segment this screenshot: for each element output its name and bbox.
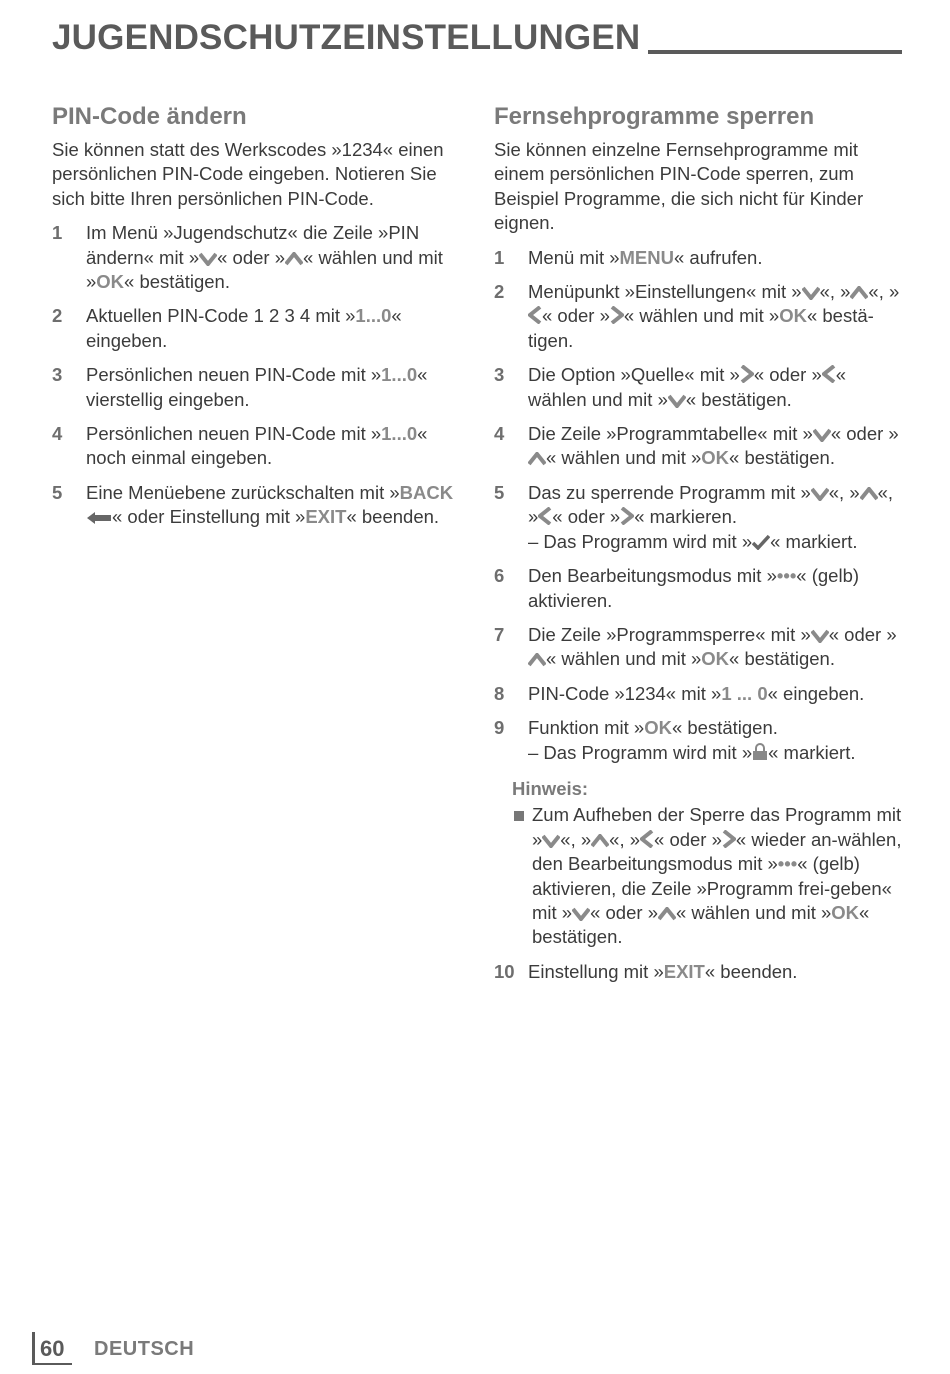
intro-text-pin: Sie können statt des Werkscodes »1234« einen persönlichen PIN-Code eingeben. Notieren Sie sich bitte Ihren persönlichen PIN-Code. xyxy=(52,139,444,209)
right-column xyxy=(494,102,906,994)
list-item: 7 Die Zeile »Programmsperre« mit » « oder »« wählen und mit »OK« bestätigen. xyxy=(494,623,897,670)
checkmark-icon xyxy=(752,534,770,550)
page-title: JUGENDSCHUTZEINSTELLUNGEN xyxy=(52,18,641,57)
list-item: 10 Einstellung mit »EXIT« beenden. xyxy=(494,960,906,984)
chevron-down-icon xyxy=(813,428,831,442)
chevron-down-icon xyxy=(802,286,820,300)
chevron-down-icon xyxy=(572,907,590,921)
step-number: 4 xyxy=(52,423,63,445)
steps-lock xyxy=(494,246,906,765)
chevron-right-icon xyxy=(722,830,736,848)
note-heading: Hinweis: xyxy=(512,777,589,799)
step-number: 3 xyxy=(494,364,505,386)
chevron-left-icon xyxy=(640,830,654,848)
chevron-up-icon xyxy=(850,286,868,300)
list-item: 3 Persönlichen neuen PIN-Code mit »1...0« vierstellig eingeben. xyxy=(52,364,428,410)
note-box xyxy=(512,777,906,950)
list-item: 2 Menüpunkt »Einstellungen« mit » «, » «, »« oder » « wählen und mit »OK« bestä-tigen. xyxy=(494,281,900,351)
chevron-down-icon xyxy=(811,487,829,501)
step-number: 8 xyxy=(494,682,505,704)
chevron-up-icon xyxy=(285,252,303,266)
yellow-button-dots: ••• xyxy=(776,565,797,587)
step-number: 2 xyxy=(52,305,63,327)
list-item: 2 Aktuellen PIN-Code 1 2 3 4 mit »1...0« eingeben. xyxy=(52,305,402,351)
title-row xyxy=(52,18,902,66)
step-number: 9 xyxy=(494,717,505,739)
chevron-up-icon xyxy=(591,834,609,848)
list-item: 6 Den Bearbeitungsmodus mit »•••« (gelb) aktivieren. xyxy=(494,565,860,611)
steps-pin xyxy=(52,221,462,529)
step-number: 3 xyxy=(52,364,63,386)
list-item: 9 Funktion mit »OK« bestätigen. – Das Programm wird mit » « markiert. xyxy=(494,716,906,765)
note-item: Zum Aufheben der Sperre das Programm mit » «, » «, » « oder » « wieder an-wählen, den Bearbeitungsmodus mit »•••« (gelb) aktivieren, die Zeile »Programm frei-geben« mit » « oder » « wählen und mit »OK« bestätigen. xyxy=(512,803,906,949)
section-heading-lock: Fernsehprogramme sperren xyxy=(494,103,815,130)
page-footer xyxy=(32,1332,332,1366)
chevron-up-icon xyxy=(860,487,878,501)
chevron-down-icon xyxy=(811,629,829,643)
list-item: 5 Das zu sperrende Programm mit » «, » «, » « oder » « markieren. – Das Programm wird mit » « markiert. xyxy=(494,481,906,554)
step-number: 7 xyxy=(494,623,505,645)
list-item: 5 Eine Menüebene zurückschalten mit »BACK « oder Einstellung mit »EXIT« beenden. xyxy=(52,481,454,528)
step-number: 4 xyxy=(494,423,505,445)
list-item: 8 PIN-Code »1234« mit »1 ... 0« eingeben. xyxy=(494,682,906,706)
list-item: 1 Menü mit »MENU« aufrufen. xyxy=(494,246,906,270)
list-item: 3 Die Option »Quelle« mit » « oder » « wählen und mit » « bestätigen. xyxy=(494,364,847,410)
list-item: 4 Die Zeile »Programmtabelle« mit » « oder »« wählen und mit »OK« bestätigen. xyxy=(494,423,899,469)
section-heading-pin: PIN-Code ändern xyxy=(52,103,247,130)
step-number: 1 xyxy=(52,222,63,244)
step-number: 2 xyxy=(494,281,505,303)
list-item: 1 Im Menü »Jugendschutz« die Zeile »PIN ändern« mit » « oder » « wählen und mit »OK« bestätigen. xyxy=(52,222,443,293)
chevron-up-icon xyxy=(528,452,546,466)
result-note: – Das Programm wird mit » « markiert. xyxy=(528,530,858,552)
chevron-right-icon xyxy=(740,365,754,383)
square-bullet-icon xyxy=(514,811,524,821)
title-rule xyxy=(648,50,902,54)
lock-icon xyxy=(752,743,768,761)
chevron-left-icon xyxy=(538,507,552,525)
step-number: 10 xyxy=(494,960,515,982)
left-column xyxy=(52,102,462,540)
chevron-right-icon xyxy=(620,507,634,525)
chevron-down-icon xyxy=(668,394,686,408)
chevron-down-icon xyxy=(542,834,560,848)
step-number: 5 xyxy=(52,481,63,503)
chevron-left-icon xyxy=(822,365,836,383)
footer-bar xyxy=(32,1332,35,1364)
page-number: 60 xyxy=(40,1336,65,1361)
step-number: 1 xyxy=(494,246,505,268)
step-number: 6 xyxy=(494,565,505,587)
chevron-left-icon xyxy=(528,306,542,324)
result-note: – Das Programm wird mit » « markiert. xyxy=(528,741,856,763)
intro-text-lock: Sie können einzelne Fernsehprogramme mit einem persönlichen PIN-Code sperren, zum Beispiel Programme, die sich nicht für Kinder eignen. xyxy=(494,139,864,234)
chevron-right-icon xyxy=(610,306,624,324)
chevron-down-icon xyxy=(199,252,217,266)
chevron-up-icon xyxy=(658,907,676,921)
language-label: DEUTSCH xyxy=(94,1338,195,1360)
footer-line xyxy=(32,1363,72,1365)
list-item: 4 Persönlichen neuen PIN-Code mit »1...0« noch einmal eingeben. xyxy=(52,423,428,469)
step-number: 5 xyxy=(494,481,505,503)
steps-lock-final xyxy=(494,960,906,984)
chevron-up-icon xyxy=(528,653,546,667)
back-arrow-icon xyxy=(86,511,112,525)
